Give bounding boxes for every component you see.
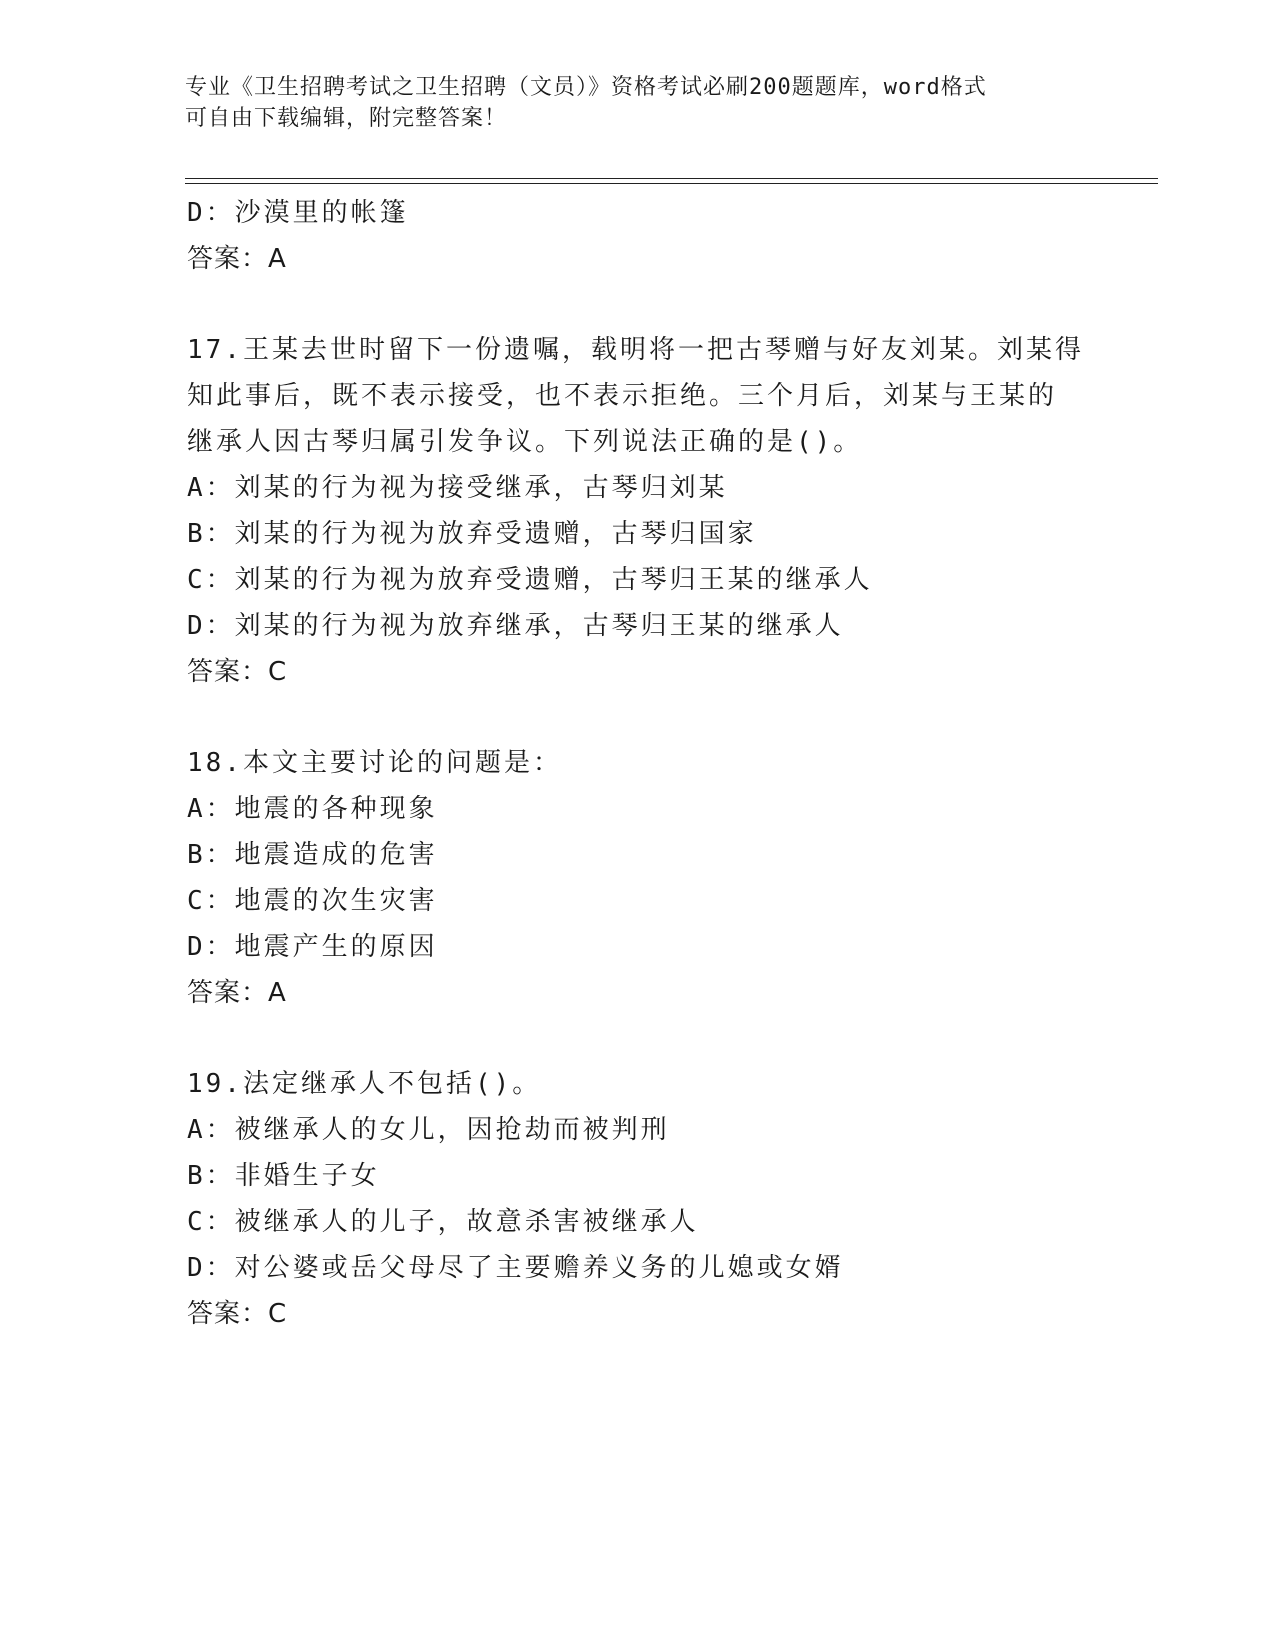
- question-spacer: [187, 695, 1087, 740]
- question-spacer: [187, 1016, 1087, 1061]
- question-19-option-c: C：被继承人的儿子，故意杀害被继承人: [187, 1207, 699, 1237]
- question-17-option-c: C：刘某的行为视为放弃受遗赠，古琴归王某的继承人: [187, 565, 873, 595]
- question-17-stem-line-2: 知此事后，既不表示接受，也不表示拒绝。三个月后，刘某与王某的: [187, 381, 1058, 411]
- question-18: [187, 740, 1087, 1016]
- document-header: [185, 72, 1065, 134]
- header-line-2: 可自由下载编辑，附完整答案！: [185, 106, 508, 131]
- question-17: [187, 327, 1087, 695]
- header-divider-top: [185, 178, 1158, 179]
- question-19-answer: 答案：C: [187, 1299, 288, 1329]
- question-17-stem-line-3: 继承人因古琴归属引发争议。下列说法正确的是()。: [187, 427, 863, 457]
- question-19-option-b: B：非婚生子女: [187, 1161, 380, 1191]
- question-19: [187, 1061, 1087, 1337]
- header-divider-bottom: [185, 183, 1158, 184]
- question-16-option-d: D：沙漠里的帐篷: [187, 198, 409, 228]
- question-17-stem-line-1: 17.王某去世时留下一份遗嘱，载明将一把古琴赠与好友刘某。刘某得: [187, 335, 1084, 365]
- header-line-1: 专业《卫生招聘考试之卫生招聘（文员）》资格考试必刷200题题库，word格式: [185, 75, 987, 100]
- question-17-option-d: D：刘某的行为视为放弃继承，古琴归王某的继承人: [187, 611, 844, 641]
- question-19-option-a: A：被继承人的女儿，因抢劫而被判刑: [187, 1115, 670, 1145]
- question-19-option-d: D：对公婆或岳父母尽了主要赡养义务的儿媳或女婿: [187, 1253, 844, 1283]
- question-18-option-c: C：地震的次生灾害: [187, 886, 438, 916]
- question-18-answer: 答案：A: [187, 978, 287, 1008]
- question-17-option-b: B：刘某的行为视为放弃受遗赠，古琴归国家: [187, 519, 757, 549]
- question-18-option-d: D：地震产生的原因: [187, 932, 438, 962]
- question-18-option-b: B：地震造成的危害: [187, 840, 438, 870]
- question-16-tail: [187, 190, 1087, 282]
- question-18-option-a: A：地震的各种现象: [187, 794, 438, 824]
- question-17-option-a: A：刘某的行为视为接受继承，古琴归刘某: [187, 473, 728, 503]
- question-19-stem: 19.法定继承人不包括()。: [187, 1069, 542, 1099]
- question-list: [187, 190, 1087, 1337]
- question-17-answer: 答案：C: [187, 657, 288, 687]
- question-18-stem: 18.本文主要讨论的问题是：: [187, 748, 562, 778]
- question-spacer: [187, 282, 1087, 327]
- question-16-answer: 答案：A: [187, 244, 287, 274]
